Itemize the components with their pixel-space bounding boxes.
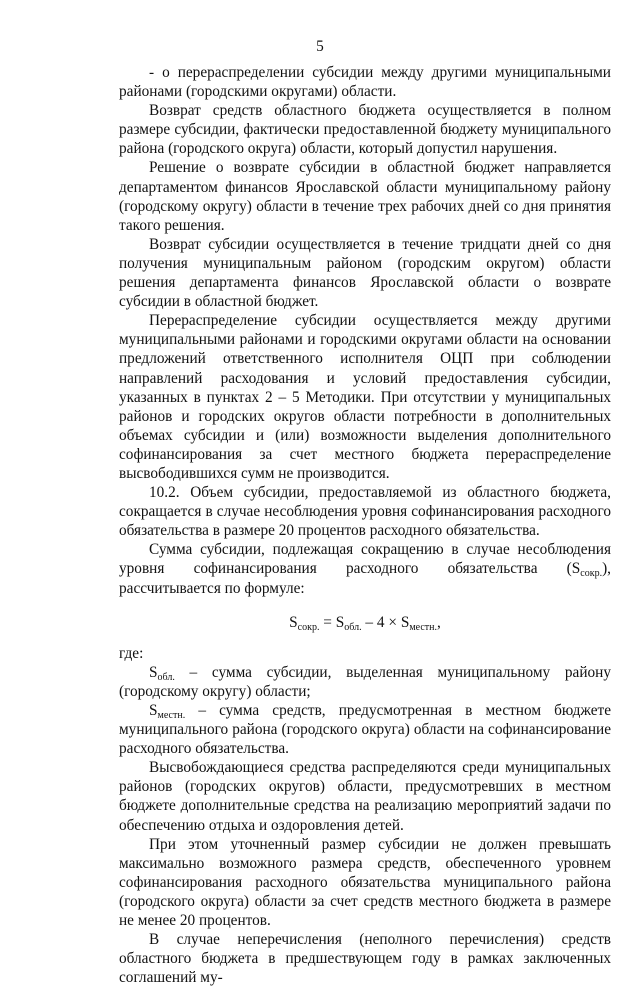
- paragraph: Возврат средств областного бюджета осуществляется в полном размере субсидии, фактически предоставленной бюджету муниципального района (городского округа) области, который допустил нарушения.: [119, 102, 611, 158]
- document-body: [119, 63, 611, 987]
- formula-subscript: сокр.: [297, 621, 320, 633]
- formula-symbol: S: [149, 702, 158, 719]
- formula: [119, 613, 611, 632]
- definition-obl: [119, 663, 611, 701]
- paragraph: В случае неперечисления (неполного перечисления) средств областного бюджета в предшествующем году в рамках заключенных соглашений му-: [119, 931, 611, 987]
- paragraph: При этом уточненный размер субсидии не должен превышать максимально возможного размера средств, обеспеченного уровнем софинансирования расходного обязательства муниципального района (городского округа) области за счет средств местного бюджета в размере не менее 20 процентов.: [119, 835, 611, 930]
- paragraph: - о перераспределении субсидии между другими муниципальными районами (городскими округами) области.: [119, 64, 611, 101]
- where-label: где:: [119, 644, 144, 662]
- text-fragment: ), рассчитывается по формуле:: [119, 560, 611, 597]
- formula-operator: =: [319, 613, 336, 631]
- paragraph: Перераспределение субсидии осуществляется между другими муниципальными районами и городскими округами области на основании предложений ответственного исполнителя ОЦП при соблюдении направлений расходования и условий предоставления субсидии, указанных в пунктах 2 – 5 Методики. При отсутствии у муниципальных районов и городских округов области потребности в дополнительных объемах субсидии и (или) возможности выделения дополнительного софинансирования за счет местного бюджета перераспределение высвободившихся сумм не производится.: [119, 312, 611, 482]
- formula-operator: – 4 ×: [361, 613, 401, 631]
- definition-text: – сумма средств, предусмотренная в местном бюджете муниципального района (городского округа) области на софинансирование расходного обязательства.: [119, 702, 611, 758]
- paragraph: 10.2. Объем субсидии, предоставляемой из областного бюджета, сокращается в случае несоблюдения уровня софинансирования расходного обязательства в размере 20 процентов расходного обязательства.: [119, 484, 611, 540]
- paragraph-formula-intro: [119, 540, 611, 597]
- subscript: обл.: [157, 671, 175, 683]
- paragraph: Возврат субсидии осуществляется в течение тридцати дней со дня получения муниципальным районом (городским округом) области решения департамента финансов Ярославской области о возврате субсидии в областной бюджет.: [119, 235, 611, 311]
- formula-punctuation: ,: [437, 613, 441, 631]
- formula-subscript: местн.: [409, 621, 438, 633]
- formula-symbol: S: [400, 613, 410, 631]
- text-fragment: Сумма субсидии, подлежащая сокращению в случае несоблюдения уровня софинансирования расходного обязательства (S: [119, 541, 611, 578]
- paragraph: Высвобождающиеся средства распределяются среди муниципальных районов (городских округов) области, предусмотревших в местном бюджете дополнительные средства на реализацию мероприятий задачи по обеспечению отдыха и оздоровления детей.: [119, 759, 611, 834]
- formula-symbol: S: [149, 663, 158, 681]
- formula-symbol: S: [335, 613, 345, 631]
- definition-text: – сумма субсидии, выделенная муниципальному району (городскому округу) области;: [119, 663, 611, 700]
- paragraph: Решение о возврате субсидии в областной бюджет направляется департаментом финансов Ярославской области муниципальному району (городскому округу) области в течение трех рабочих дней со дня принятия такого решения.: [119, 159, 611, 234]
- subscript: сокр.: [580, 568, 603, 580]
- formula-subscript: обл.: [344, 621, 362, 633]
- formula-symbol: S: [289, 613, 298, 631]
- page-number: 5: [316, 38, 324, 55]
- definition-mestn: [119, 701, 611, 758]
- subscript: местн.: [157, 710, 186, 721]
